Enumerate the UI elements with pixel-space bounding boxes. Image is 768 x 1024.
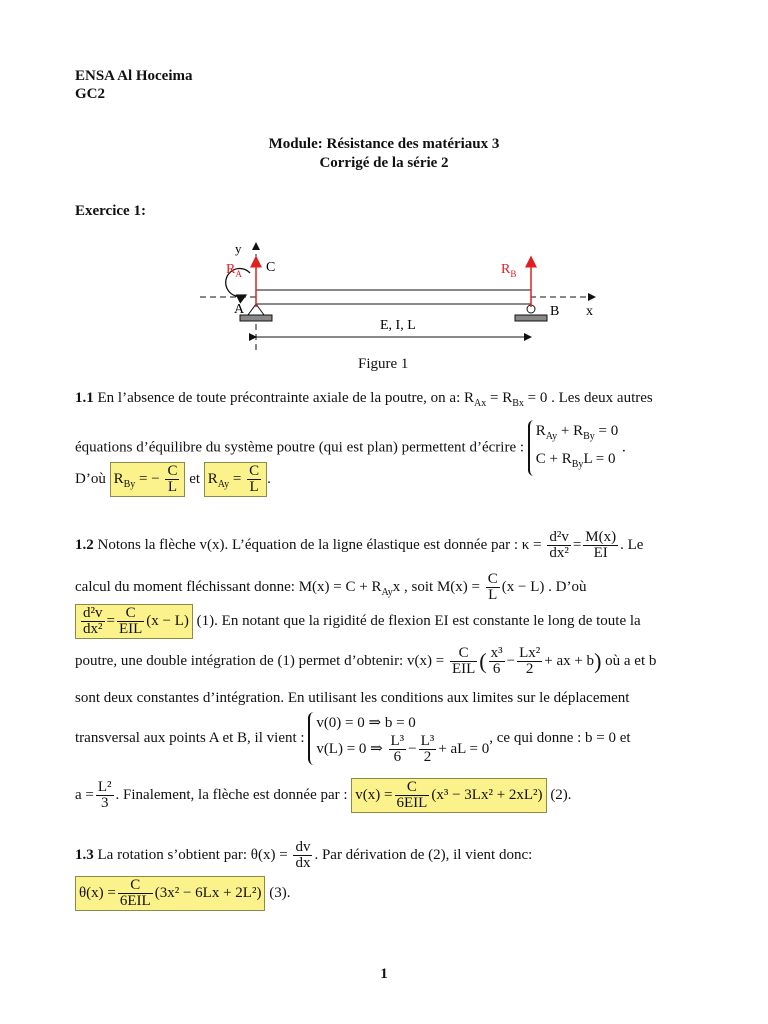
equation-2: v(x) = $\frac{C}{\text{6EIL}}$ (x³ − 3Lx² + 2xL²): [351, 778, 546, 813]
result-ray: $R_{Ay}$ = $\frac{C}{L}$: [204, 462, 267, 497]
s12-line3: $\frac{\text{d²v}}{\text{dx²}}$ = $\frac{C}{\text{EIL}}$ (x − L) (1). En notant que la rigidité de flexion EI est constante le long de toute la: [75, 604, 641, 639]
s11-system: $R_{Ay} + R_{By} = 0$ $C + R_{By}L = 0$: [528, 420, 618, 476]
label-ra: $R_A$: [226, 262, 242, 279]
module-title: Module: Résistance des matériaux 3: [268, 136, 500, 152]
s12-line2: calcul du moment fléchissant donne: $M(x) = C + R_{Ay}x$ , soit M(x) = $\frac{C}{L}$ (x − L) . D’où: [75, 571, 587, 603]
beam: [256, 290, 531, 304]
label-x: x: [586, 304, 593, 319]
page-number: 1: [380, 966, 388, 982]
equation-1: $\frac{\text{d²v}}{\text{dx²}}$ = $\frac{C}{\text{EIL}}$ (x − L): [75, 604, 193, 639]
label-rb: $R_B$: [501, 262, 517, 279]
figure-caption: Figure 1: [358, 356, 409, 372]
s11-line1: 1.1 En l’absence de toute précontrainte axiale de la poutre, on a: $R_{Ax} = R_{Bx} = 0$ . Les deux autres: [75, 390, 653, 409]
exercise-heading: Exercice 1:: [75, 203, 146, 219]
label-y: y: [235, 241, 242, 256]
equation-3: θ(x) = $\frac{C}{\text{6EIL}}$ (3x² − 6Lx + 2L²): [75, 876, 265, 911]
label-eil: E, I, L: [380, 318, 416, 333]
s12-line7: a = $\frac{\text{L²}}{3}$ . Finalement, la flèche est donnée par : v(x) = $\frac{C}{\text{6EIL}}$ (x³ − 3Lx² + 2xL²) (2).: [75, 779, 572, 811]
module-subtitle: Corrigé de la série 2: [319, 155, 449, 171]
label-a: A: [234, 302, 245, 317]
boundary-conditions: v(0) = 0 ⇒ b = 0 v(L) = 0 ⇒ $\frac{\text{L³}}{6}$ − $\frac{\text{L³}}{2}$ + aL = 0: [308, 712, 489, 765]
s13-line1: 1.3 La rotation s’obtient par: θ(x) = $\frac{dv}{dx}$ . Par dérivation de (2), il vient donc:: [75, 839, 533, 871]
s11-line2: équations d’équilibre du système poutre (qui est plan) permettent d’écrire : $R_{Ay} + R_{By} = 0$ $C + R_{By}L = 0$ .: [75, 420, 626, 476]
s13-line2: θ(x) = $\frac{C}{\text{6EIL}}$ (3x² − 6Lx + 2L²) (3).: [75, 876, 290, 911]
s12-line1: 1.2 Notons la flèche v(x). L’équation de la ligne élastique est donnée par : κ = $\frac{\text{d²v}}{\text{dx²}}$ = $\frac{M(x)}{EI}$ . Le: [75, 529, 644, 561]
school-name: ENSA Al Hoceima: [75, 68, 193, 84]
s11-result: D’où $R_{By}$ = − $\frac{C}{L}$ et $R_{Ay}$ = $\frac{C}{L}$ .: [75, 463, 271, 495]
s12-line4: poutre, une double intégration de (1) permet d’obtenir: v(x) = $\frac{C}{\text{EIL}}$ ( $\frac{\text{x³}}{6}$ − $\frac{\text{Lx²}}{2}$ + ax + b) où a et b: [75, 645, 657, 677]
label-c: C: [266, 260, 276, 275]
class-name: GC2: [75, 86, 105, 102]
beam-figure: [190, 235, 610, 355]
result-rby: $R_{By}$ = − $\frac{C}{L}$: [110, 462, 186, 497]
s12-line5: sont deux constantes d’intégration. En utilisant les conditions aux limites sur le déplacement: [75, 690, 630, 706]
label-b: B: [550, 304, 560, 319]
s12-line6: transversal aux points A et B, il vient : v(0) = 0 ⇒ b = 0 v(L) = 0 ⇒ $\frac{\text{L³}}{6}$ − $\frac{\text{L³}}{2}$ + aL = 0 , ce qui donne : b = 0 et: [75, 712, 631, 765]
